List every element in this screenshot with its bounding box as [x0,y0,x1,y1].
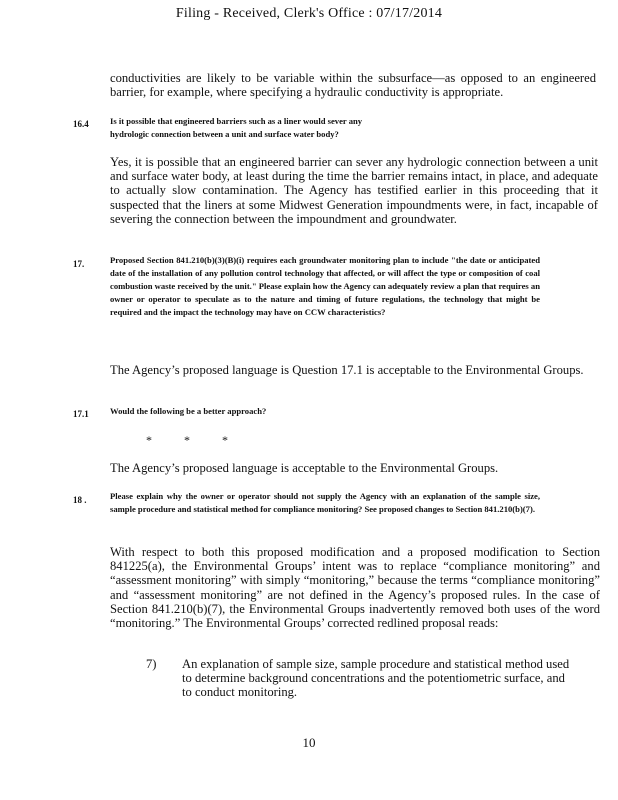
question-number-16-4: 16.4 [73,119,89,129]
star-separator: * [184,433,190,447]
question-17-text: Proposed Section 841.210(b)(3)(B)(i) requires each groundwater monitoring plan to include "the date or anticipated date of the installation of any pollution control technology that affected, or will affect the type or composition of coal combustion waste received by the unit." Please explain how the Agency can adequately review a plan that requires an owner or operator to speculate as to the nature and timing of future regulations, the technology that might be required and the impact the technology may have on CCW characteristics? [110,255,540,317]
question-17-1-text: Would the following be a better approach? [110,406,267,416]
ellipsis-stars [146,433,260,448]
answer-17-1: The Agency’s proposed language is acceptable to the Environmental Groups. [110,461,499,475]
star-separator: * [146,433,152,447]
question-number-17-1: 17.1 [73,409,89,419]
question-16-4-text: Is it possible that engineered barriers such as a liner would sever any hydrologic connection between a unit and surface water body? [110,116,363,139]
continuation-paragraph: conductivities are likely to be variable within the subsurface—as opposed to an engineered barrier, for example, where specifying a hydraulic conductivity is appropriate. [110,71,596,100]
star-separator: * [222,433,228,447]
answer-16-4: Yes, it is possible that an engineered barrier can sever any hydrologic connection between a unit and surface water body, at least during the time the barrier remains intact, in place, and adequate to actually slow contamination. The Agency has testified earlier in this proceeding that it suspected that the liners at some Midwest Generation impoundments were, in fact, incapable of severing the connection between the impoundment and groundwater. [110,155,598,226]
answer-17: The Agency’s proposed language is Question 17.1 is acceptable to the Environmental Groups. [110,363,584,377]
question-number-17: 17. [73,259,85,269]
list-item-text: An explanation of sample size, sample procedure and statistical method used to determine background concentrations and the potentiometric surface, and to conduct monitoring. [182,657,570,700]
question-number-18: 18 . [73,495,87,505]
answer-18: With respect to both this proposed modification and a proposed modification to Section 841225(a), the Environmental Groups’ intent was to replace “compliance monitoring” and “assessment monitoring” with simply “monitoring,” because the terms “compliance monitoring” and “assessment monitoring” are not defined in the Agency’s proposed rules. In the case of Section 841.210(b)(7), the Environmental Groups inadvertently removed both uses of the word “monitoring.” The Environmental Groups’ corrected redlined proposal reads: [110,545,600,631]
question-18-text: Please explain why the owner or operator should not supply the Agency with an explanation of the sample size, sample procedure and statistical method for compliance monitoring? See proposed changes to Section 841.210(b)(7). [110,491,540,514]
filing-stamp-header: Filing - Received, Clerk's Office : 07/17/2014 [175,6,443,21]
page-number: 10 [302,735,316,750]
list-item-number: 7) [146,657,157,671]
